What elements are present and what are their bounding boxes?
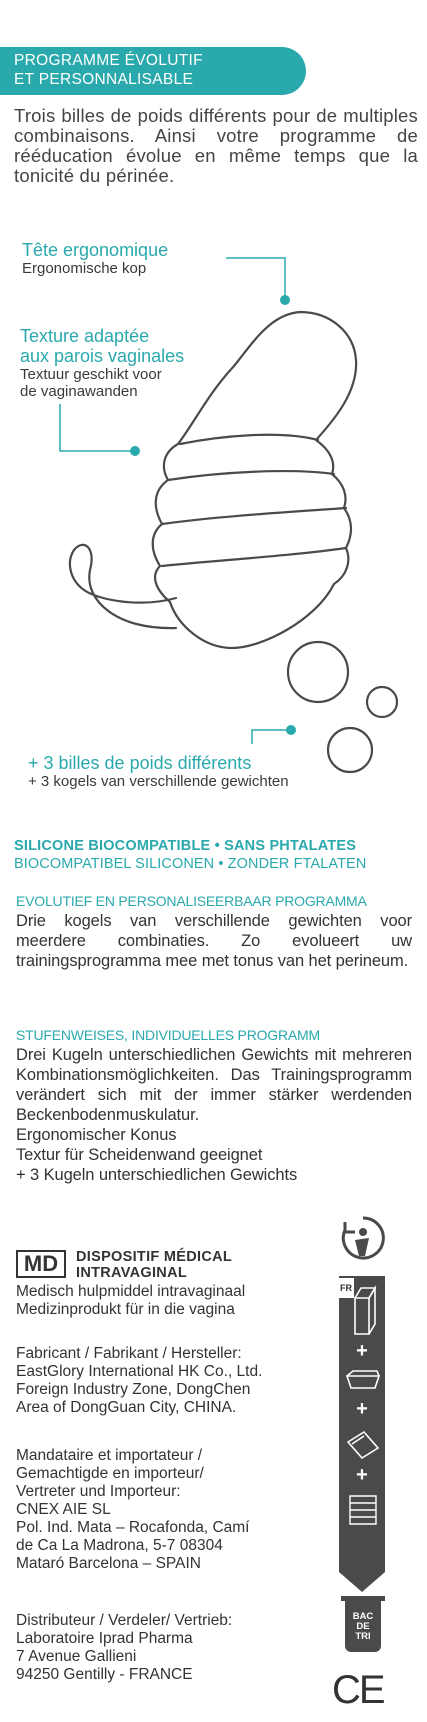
callout-balls-nl: + 3 kogels van verschillende gewichten — [28, 773, 289, 790]
ce-mark-icon: CE — [332, 1668, 384, 1712]
de-section — [16, 1027, 412, 1185]
de-line-1: Ergonomischer Konus — [16, 1126, 177, 1144]
callout-head — [22, 240, 168, 277]
ridge-2 — [168, 471, 334, 480]
ridge-3 — [162, 508, 346, 524]
importer-line-5: Pol. Ind. Mata – Rocafonda, Camí — [16, 1519, 250, 1536]
silicone-fr: SILICONE BIOCOMPATIBLE • SANS PHTALATES — [14, 838, 357, 854]
bin-lid — [341, 1596, 385, 1601]
banner-line-2: ET PERSONNALISABLE — [14, 71, 194, 88]
md-title — [76, 1249, 232, 1281]
silicone-nl: BIOCOMPATIBEL SILICONEN • ZONDER FTALATEN — [14, 856, 367, 872]
md-nl: Medisch hulpmiddel intravaginaal — [16, 1283, 246, 1300]
importer-line-1: Mandataire et importateur / — [16, 1447, 203, 1464]
plus-3: + — [356, 1464, 368, 1486]
md-title-1: DISPOSITIF MÉDICAL — [76, 1249, 233, 1265]
plus-2: + — [356, 1398, 368, 1420]
manufacturer-block — [16, 1345, 262, 1417]
importer-line-2: Gemachtigde en importeur/ — [16, 1465, 204, 1482]
ridge-1 — [180, 435, 318, 444]
product-illustration — [0, 0, 427, 800]
distributor-line-1: Distributeur / Verdeler/ Vertrieb: — [16, 1612, 233, 1629]
callout-balls-fr: + 3 billes de poids différents — [28, 753, 252, 773]
importer-block — [16, 1447, 249, 1573]
tray-icon — [343, 1368, 383, 1394]
retrieval-cord — [70, 545, 176, 628]
leaflet-icon — [344, 1490, 382, 1530]
md-title-2: INTRAVAGINAL — [76, 1265, 187, 1281]
distributor-line-4: 94250 Gentilly - FRANCE — [16, 1666, 193, 1683]
distributor-line-2: Laboratoire Iprad Pharma — [16, 1630, 193, 1647]
recycling-strip-arrow — [339, 1572, 385, 1592]
fr-tag: FR — [338, 1278, 354, 1298]
nl-section — [16, 893, 412, 971]
recycling-bin-label: BAC DE TRI — [352, 1611, 374, 1642]
importer-line-4: CNEX AIE SL — [16, 1501, 111, 1518]
de-line-2: Textur für Scheidenwand geeignet — [16, 1146, 263, 1164]
nl-section-title: EVOLUTIEF EN PERSONALISEERBAAR PROGRAMMA — [16, 893, 367, 909]
nl-section-text: Drie kogels van verschillende gewichten voor meerdere combinaties. Zo evolueert uw trainingsprogramma mee met tonus van het perineum. — [16, 912, 412, 970]
callout-texture-nl-2: de vaginawanden — [20, 383, 138, 400]
banner-line-1: PROGRAMME ÉVOLUTIF — [14, 52, 203, 69]
sachet-icon — [344, 1428, 382, 1462]
ball-small — [328, 728, 372, 772]
callout-head-nl: Ergonomische kop — [22, 260, 147, 277]
manufacturer-line-1: Fabricant / Fabrikant / Hersteller: — [16, 1345, 242, 1362]
md-translations — [16, 1283, 245, 1319]
callout-texture-fr-1: Texture adaptée — [20, 326, 150, 346]
callout-texture — [20, 326, 184, 400]
callout-texture-nl-1: Textuur geschikt voor — [20, 366, 162, 383]
box-icon — [345, 1284, 379, 1336]
intro-paragraph: Trois billes de poids différents pour de multiples combinaisons. Ainsi votre programme de rééducation évolue en même temps que la tonicité du périnée. — [14, 105, 418, 186]
callout-texture-fr-2: aux parois vaginales — [20, 346, 185, 366]
distributor-line-3: 7 Avenue Gallieni — [16, 1648, 137, 1665]
importer-line-3: Vertreter und Importeur: — [16, 1483, 181, 1500]
plus-1: + — [356, 1340, 368, 1362]
manufacturer-line-3: Foreign Industry Zone, DongChen — [16, 1381, 251, 1398]
de-line-3: + 3 Kugeln unterschiedlichen Gewichts — [16, 1166, 298, 1184]
triman-icon — [335, 1210, 391, 1268]
de-section-text: Drei Kugeln unterschiedlichen Gewichts mit mehreren Kombinationsmöglichkeiten. Das Trainingsprogramm verändert sich mit der immer stärker werdenden Beckenbodenmuskulatur. — [16, 1046, 412, 1124]
ball-medium — [367, 687, 397, 717]
importer-line-6: de Ca La Madrona, 5-7 08304 — [16, 1537, 223, 1554]
ridge-4 — [162, 548, 346, 566]
recycling-bin-icon — [345, 1600, 381, 1652]
manufacturer-line-4: Area of DongGuan City, CHINA. — [16, 1399, 237, 1416]
distributor-block — [16, 1612, 232, 1684]
de-section-title: STUFENWEISES, INDIVIDUELLES PROGRAMM — [16, 1027, 320, 1043]
callout-head-fr: Tête ergonomique — [22, 240, 169, 260]
md-de: Medizinprodukt für in die vagina — [16, 1301, 235, 1318]
callout-balls — [28, 753, 289, 790]
ball-large — [288, 642, 348, 702]
md-badge: MD — [16, 1250, 66, 1278]
importer-line-7: Mataró Barcelona – SPAIN — [16, 1555, 201, 1572]
manufacturer-line-2: EastGlory International HK Co., Ltd. — [16, 1363, 263, 1380]
